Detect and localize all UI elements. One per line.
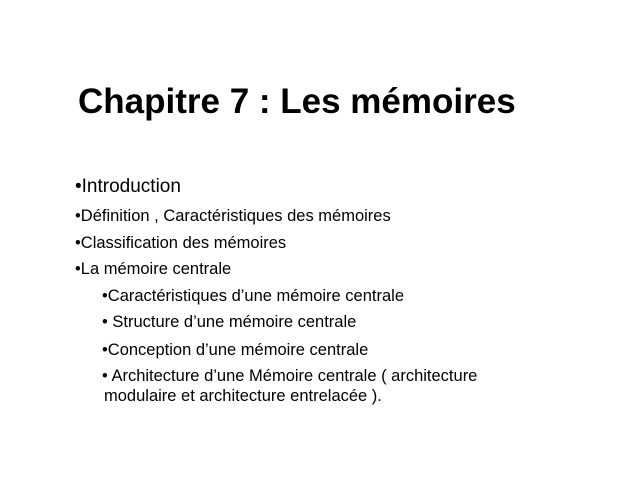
sub-bullet-caracteristiques: •Caractéristiques d’une mémoire centrale bbox=[102, 287, 404, 305]
slide-title: Chapitre 7 : Les mémoires bbox=[78, 82, 516, 121]
bullet-memoire-centrale: •La mémoire centrale bbox=[75, 260, 232, 278]
sub-bullet-architecture: • Architecture d’une Mémoire centrale ( architecture bbox=[102, 367, 478, 385]
sub-bullet-structure: • Structure d’une mémoire centrale bbox=[102, 313, 357, 331]
sub-bullet-conception: •Conception d’une mémoire centrale bbox=[102, 341, 369, 359]
sub-bullet-architecture-continued: modulaire et architecture entrelacée ). bbox=[104, 387, 382, 405]
bullet-classification: •Classification des mémoires bbox=[75, 234, 287, 252]
bullet-definition: •Définition , Caractéristiques des mémoires bbox=[75, 207, 391, 225]
bullet-introduction: •Introduction bbox=[75, 176, 181, 197]
